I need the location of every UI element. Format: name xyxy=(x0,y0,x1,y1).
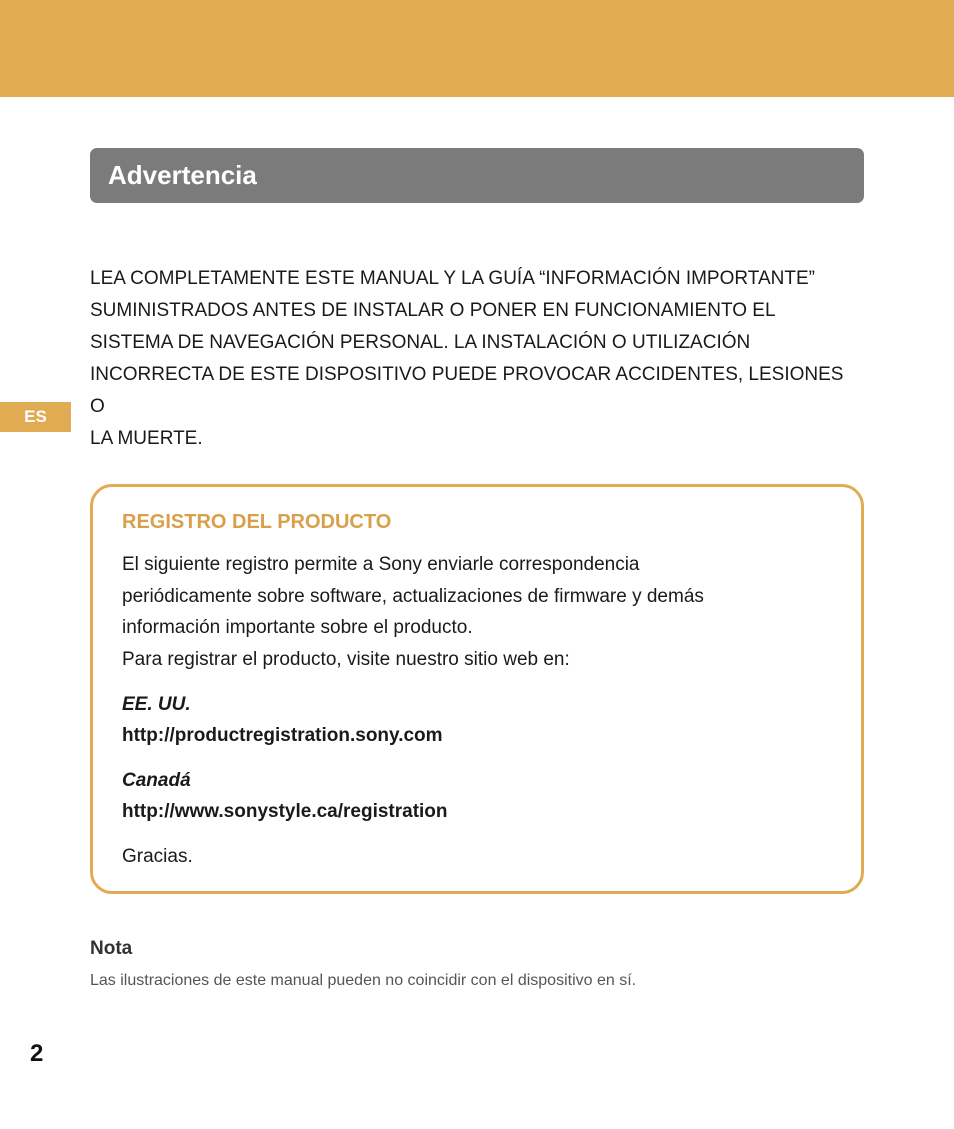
warning-text xyxy=(90,263,860,455)
us-url: http://productregistration.sony.com xyxy=(122,725,443,746)
registration-body-line: Para registrar el producto, visite nuestro sitio web en: xyxy=(122,648,570,670)
registration-body-line: El siguiente registro permite a Sony enviarle correspondencia xyxy=(122,554,640,575)
page-number: 2 xyxy=(30,1040,44,1067)
registration-body xyxy=(122,549,833,675)
warning-line: SISTEMA DE NAVEGACIÓN PERSONAL. LA INSTALACIÓN O UTILIZACIÓN xyxy=(90,332,751,353)
us-registration xyxy=(122,689,833,751)
section-title: Advertencia xyxy=(108,160,257,190)
canada-label: Canadá xyxy=(122,770,191,791)
registration-box xyxy=(90,484,864,894)
section-header xyxy=(90,148,864,203)
thanks-text: Gracias. xyxy=(122,846,193,867)
top-band xyxy=(0,0,954,97)
warning-line: LEA COMPLETAMENTE ESTE MANUAL Y LA GUÍA “INFORMACIÓN IMPORTANTE” xyxy=(90,268,815,289)
registration-title: REGISTRO DEL PRODUCTO xyxy=(122,511,392,533)
warning-line: LA MUERTE. xyxy=(90,428,203,449)
canada-registration xyxy=(122,765,833,827)
warning-line: INCORRECTA DE ESTE DISPOSITIVO PUEDE PROVOCAR ACCIDENTES, LESIONES O xyxy=(90,364,844,417)
warning-line: SUMINISTRADOS ANTES DE INSTALAR O PONER EN FUNCIONAMIENTO EL xyxy=(90,300,776,321)
registration-body-line: información importante sobre el producto. xyxy=(122,617,473,638)
language-tab: ES xyxy=(0,402,71,432)
canada-url: http://www.sonystyle.ca/registration xyxy=(122,801,448,822)
note-title: Nota xyxy=(90,938,133,959)
registration-body-line: periódicamente sobre software, actualizaciones de firmware y demás xyxy=(122,585,704,607)
note-text: Las ilustraciones de este manual pueden no coincidir con el dispositivo en sí. xyxy=(90,972,637,989)
us-label: EE. UU. xyxy=(122,694,191,715)
